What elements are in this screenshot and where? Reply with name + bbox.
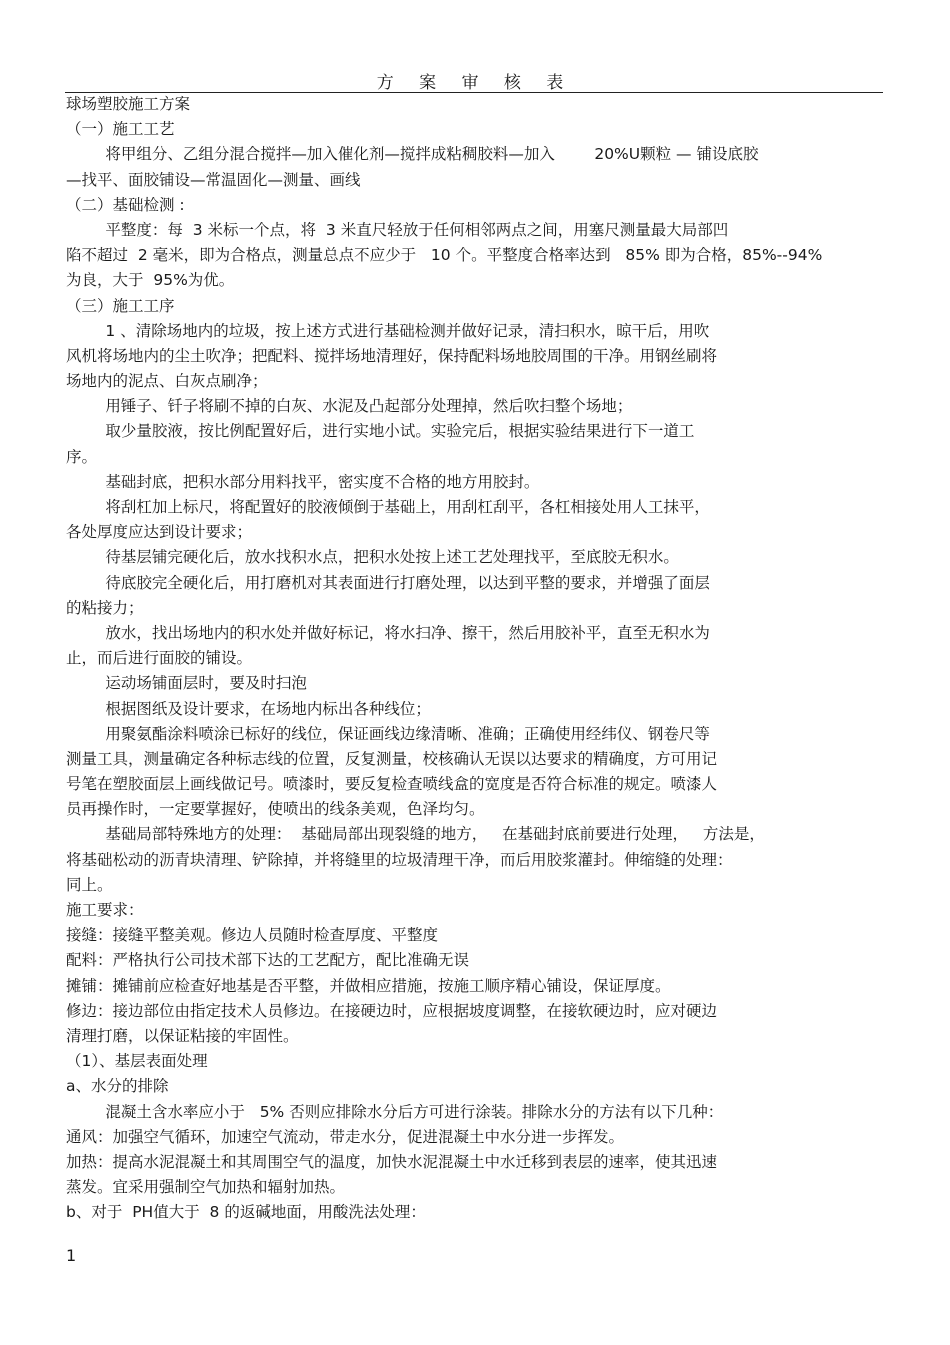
- text-line: 待底胶完全硬化后，用打磨机对其表面进行打磨处理，以达到平整的要求，并增强了面层: [66, 573, 710, 592]
- text-line: 各处厚度应达到设计要求；: [66, 523, 253, 542]
- text-line: 待基层铺完硬化后，放水找积水点，把积水处按上述工艺处理找平，至底胶无积水。: [66, 548, 679, 567]
- page-number: 1: [66, 1246, 77, 1265]
- text-line: 止，而后进行面胶的铺设。: [66, 649, 253, 668]
- text-line: a、水分的排除: [66, 1077, 169, 1096]
- text-line: 场地内的泥点、白灰点刷净；: [66, 372, 268, 391]
- text-line: —找平、面胶铺设—常温固化—测量、画线: [66, 170, 361, 189]
- text-line: 配料：严格执行公司技术部下达的工艺配方，配比准确无误: [66, 951, 470, 970]
- text-line: 号笔在塑胶面层上画线做记号。喷漆时，要反复检查喷线盒的宽度是否符合标准的规定。喷漆人: [66, 775, 718, 794]
- text-line: 加热：提高水泥混凝土和其周围空气的温度，加快水泥混凝土中水迁移到表层的速率，使其迅速: [66, 1152, 718, 1171]
- text-line: 员再操作时，一定要掌握好，使喷出的线条美观，色泽均匀。: [66, 800, 485, 819]
- text-line: 将基础松动的沥青块清理、铲除掉，并将缝里的垃圾清理干净，而后用胶浆灌封。伸缩缝的处理：: [66, 850, 733, 869]
- text-line: 将甲组分、乙组分混合搅拌—加入催化剂—搅拌成粘稠胶料—加入 20%U颗粒 — 铺设底胶: [66, 145, 759, 164]
- text-line: 混凝土含水率应小于 5% 否则应排除水分后方可进行涂装。排除水分的方法有以下几种：: [66, 1102, 724, 1121]
- text-line: 平整度：每 3 米标一个点，将 3 米直尺轻放于任何相邻两点之间，用塞尺测量最大局部凹: [66, 220, 729, 239]
- text-line: 1 、清除场地内的垃圾，按上述方式进行基础检测并做好记录，清扫积水，晾干后，用吹: [66, 321, 710, 340]
- text-line: 基础封底，把积水部分用料找平，密实度不合格的地方用胶封。: [66, 472, 540, 491]
- text-line: 修边：接边部位由指定技术人员修边。在接硬边时，应根据坡度调整，在接软硬边时，应对硬边: [66, 1001, 718, 1020]
- text-line: （三）施工工序: [66, 296, 175, 315]
- text-line: 施工要求：: [66, 901, 144, 919]
- text-line: 取少量胶液，按比例配置好后，进行实地小试。实验完后，根据实验结果进行下一道工: [66, 422, 695, 441]
- text-line: 根据图纸及设计要求，在场地内标出各种线位；: [66, 699, 431, 718]
- page-title: 方 案 审 核 表: [376, 73, 574, 93]
- text-line: 为良，大于 95%为优。: [66, 271, 235, 290]
- text-line: （1）、基层表面处理: [66, 1052, 208, 1071]
- text-line: 陷不超过 2 毫米，即为合格点，测量总点不应少于 10 个。平整度合格率达到 85% 即为合格，85%--94%: [66, 246, 823, 265]
- text-line: b、对于 PH值大于 8 的返碱地面，用酸洗法处理：: [66, 1203, 426, 1222]
- text-line: 基础局部特殊地方的处理： 基础局部出现裂缝的地方， 在基础封底前要进行处理， 方法是，: [66, 825, 765, 844]
- text-line: 序。: [66, 447, 98, 466]
- text-line: 接缝：接缝平整美观。修边人员随时检查厚度、平整度: [66, 926, 439, 945]
- text-line: 风机将场地内的尘土吹净；把配料、搅拌场地清理好，保持配料场地胶周围的干净。用钢丝刷将: [66, 346, 718, 365]
- text-line: 同上。: [66, 875, 113, 894]
- text-line: 通风：加强空气循环，加速空气流动，带走水分，促进混凝土中水分进一步挥发。: [66, 1127, 625, 1146]
- text-line: 放水，找出场地内的积水处并做好标记，将水扫净、擦干，然后用胶补平，直至无积水为: [66, 623, 710, 642]
- text-line: （一）施工工艺: [66, 120, 175, 139]
- text-line: 测量工具，测量确定各种标志线的位置，反复测量，校核确认无误以达要求的精确度，方可用记: [66, 749, 718, 768]
- text-line: 蒸发。宜采用强制空气加热和辐射加热。: [66, 1178, 346, 1197]
- text-line: 的粘接力；: [66, 598, 144, 617]
- text-line: （二）基础检测 :: [66, 195, 185, 214]
- document-body: [66, 92, 896, 1225]
- text-line: 运动场铺面层时，要及时扫泡: [66, 674, 307, 693]
- text-line: 将刮杠加上标尺，将配置好的胶液倾倒于基础上，用刮杠刮平，各杠相接处用人工抹平，: [66, 498, 710, 516]
- text-line: 用锤子、钎子将刷不掉的白灰、水泥及凸起部分处理掉，然后吹扫整个场地；: [66, 397, 633, 416]
- text-line: 清理打磨，以保证粘接的牢固性。: [66, 1026, 299, 1045]
- text-line: 摊铺：摊铺前应检查好地基是否平整，并做相应措施，按施工顺序精心铺设，保证厚度。: [66, 976, 671, 995]
- text-line: 用聚氨酯涂料喷涂已标好的线位，保证画线边缘清晰、准确；正确使用经纬仪、钢卷尺等: [66, 724, 710, 743]
- text-line: 球场塑胶施工方案: [66, 95, 191, 113]
